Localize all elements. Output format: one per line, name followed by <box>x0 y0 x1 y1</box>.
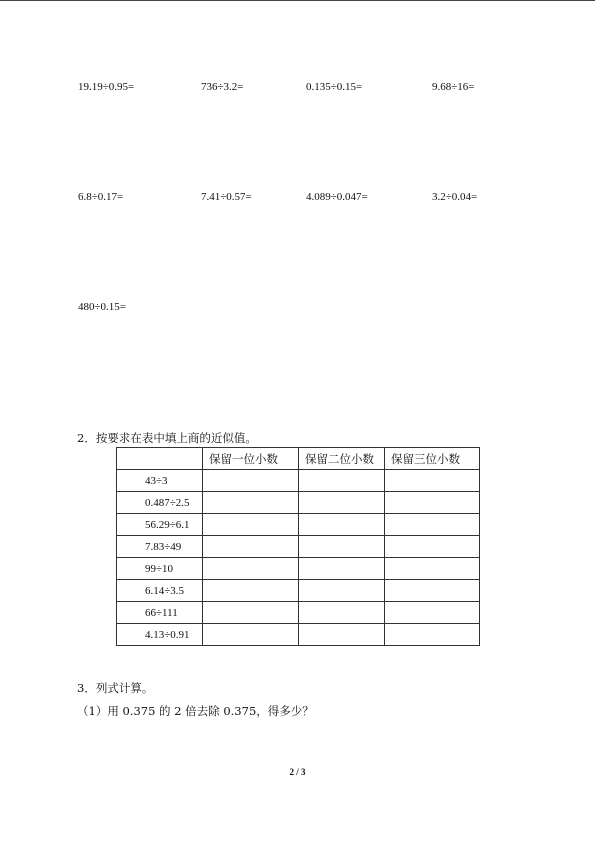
problem-2: 736÷3.2= <box>201 81 244 93</box>
table-header-row <box>117 448 480 470</box>
answer-cell[interactable] <box>299 514 385 536</box>
answer-cell[interactable] <box>203 470 299 492</box>
answer-cell[interactable] <box>299 470 385 492</box>
answer-cell[interactable] <box>299 558 385 580</box>
row-expression: 56.29÷6.1 <box>117 514 203 536</box>
answer-cell[interactable] <box>385 514 480 536</box>
answer-cell[interactable] <box>203 580 299 602</box>
answer-cell[interactable] <box>385 536 480 558</box>
table-row <box>117 514 480 536</box>
row-expression: 6.14÷3.5 <box>117 580 203 602</box>
answer-cell[interactable] <box>385 492 480 514</box>
row-expression: 4.13÷0.91 <box>117 624 203 646</box>
table-row <box>117 624 480 646</box>
header-three-decimal: 保留三位小数 <box>385 448 480 470</box>
answer-cell[interactable] <box>203 624 299 646</box>
approximation-table <box>116 447 480 646</box>
problem-9: 480÷0.15= <box>78 301 126 313</box>
problem-6: 7.41÷0.57= <box>201 191 252 203</box>
top-rule <box>0 0 595 1</box>
problem-7: 4.089÷0.047= <box>306 191 368 203</box>
row-expression: 99÷10 <box>117 558 203 580</box>
answer-cell[interactable] <box>299 602 385 624</box>
answer-cell[interactable] <box>203 558 299 580</box>
problem-3: 0.135÷0.15= <box>306 81 363 93</box>
header-one-decimal: 保留一位小数 <box>203 448 299 470</box>
answer-cell[interactable] <box>385 580 480 602</box>
answer-cell[interactable] <box>299 580 385 602</box>
table-row <box>117 580 480 602</box>
answer-cell[interactable] <box>385 602 480 624</box>
problem-8: 3.2÷0.04= <box>432 191 478 203</box>
row-expression: 43÷3 <box>117 470 203 492</box>
table-row <box>117 602 480 624</box>
section-2-title: 2．按要求在表中填上商的近似值。 <box>77 431 257 445</box>
table-row <box>117 558 480 580</box>
answer-cell[interactable] <box>299 536 385 558</box>
row-expression: 66÷111 <box>117 602 203 624</box>
section-3-item-1: （1）用 0.375 的 2 倍去除 0.375，得多少？ <box>77 704 314 718</box>
table-row <box>117 470 480 492</box>
table-row <box>117 492 480 514</box>
answer-cell[interactable] <box>203 602 299 624</box>
header-blank <box>117 448 203 470</box>
answer-cell[interactable] <box>203 536 299 558</box>
page-number: 2 / 3 <box>289 767 306 777</box>
answer-cell[interactable] <box>385 624 480 646</box>
answer-cell[interactable] <box>299 624 385 646</box>
problem-4: 9.68÷16= <box>432 81 475 93</box>
answer-cell[interactable] <box>299 492 385 514</box>
section-3-title: 3．列式计算。 <box>77 681 154 695</box>
header-two-decimal: 保留二位小数 <box>299 448 385 470</box>
answer-cell[interactable] <box>385 470 480 492</box>
answer-cell[interactable] <box>385 558 480 580</box>
row-expression: 7.83÷49 <box>117 536 203 558</box>
answer-cell[interactable] <box>203 492 299 514</box>
problem-5: 6.8÷0.17= <box>78 191 124 203</box>
problem-1: 19.19÷0.95= <box>78 81 135 93</box>
table-row <box>117 536 480 558</box>
answer-cell[interactable] <box>203 514 299 536</box>
row-expression: 0.487÷2.5 <box>117 492 203 514</box>
